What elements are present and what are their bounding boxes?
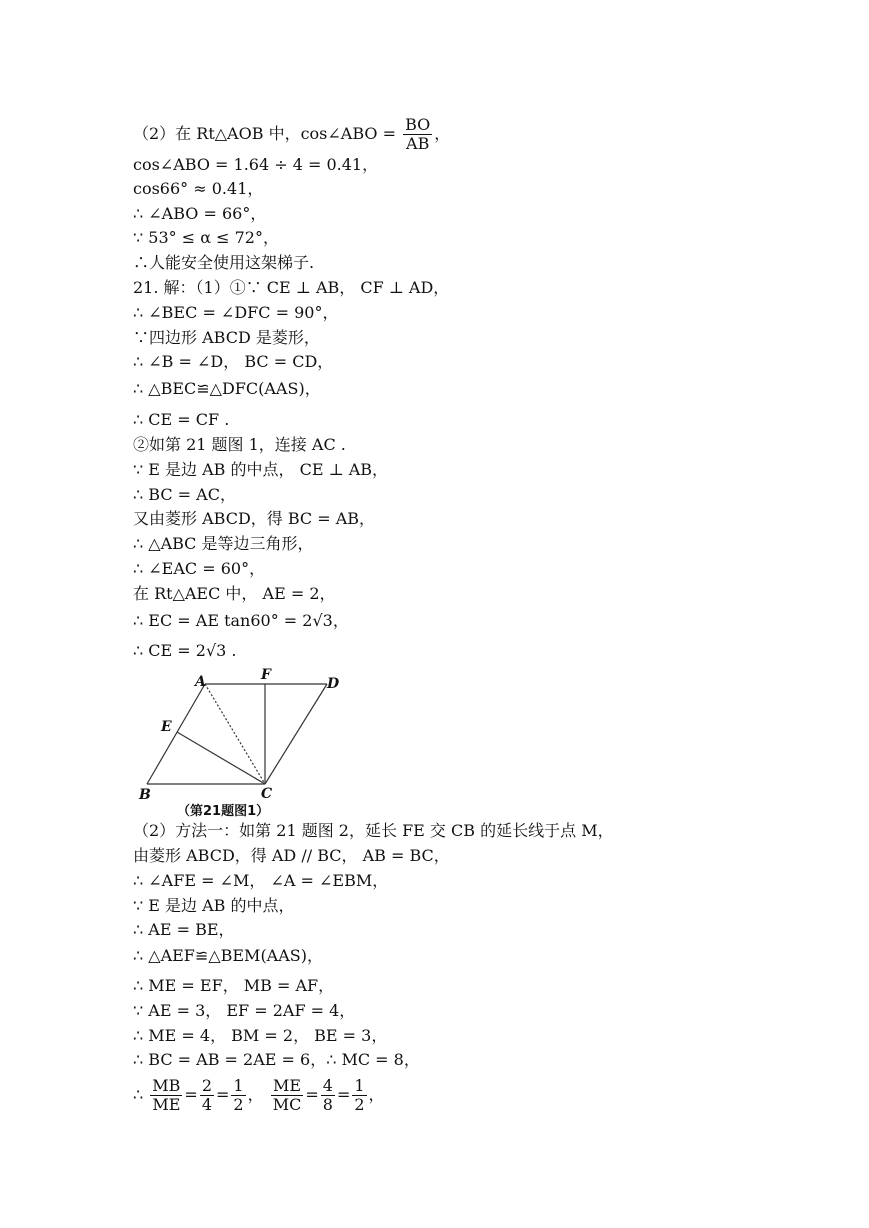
segment-ce [177,732,265,784]
text-line [133,976,334,996]
text-line [133,435,346,455]
label-e: E [161,719,172,735]
line-text: ∴ △BEC≌△DFC(AAS)， [133,379,321,398]
line-text: ∴ ME = 4， BM = 2， BE = 3， [133,1026,388,1045]
fraction-mb-me [150,1077,182,1114]
label-c: C [261,786,273,802]
line-text: ∴ BC = AC， [133,485,236,504]
edge-ab [147,684,205,784]
text-line [133,228,279,248]
text-line [133,116,450,153]
text-line-fractions [133,1075,385,1115]
fraction-denominator: AB [406,134,430,153]
text-line [133,253,314,273]
text-line [133,204,266,224]
equals-sign: = [305,1085,319,1104]
punctuation: ， [368,1085,385,1104]
therefore-symbol: ∴ [133,1085,144,1104]
line-text: （2）方法一：如第 21 题图 2，延长 FE 交 CB 的延长线于点 M， [133,821,614,840]
line-text: cos∠ABO = 1.64 ÷ 4 = 0.41， [133,155,379,174]
line-text: ∴人能安全使用这架梯子. [133,253,315,272]
fraction-denominator: ME [152,1095,181,1114]
text-line [133,1026,387,1046]
line-text: （2）在 Rt△AOB 中，cos∠ABO = [133,124,396,143]
fraction-numerator: 1 [233,1076,244,1095]
text-line [133,584,336,604]
equals-sign: = [336,1085,351,1104]
fraction-denominator: 4 [201,1095,213,1114]
text-line [133,1001,355,1021]
text-line [133,871,388,891]
line-text: ∴ CE = 2√3 . [133,641,237,660]
fraction-denominator: 2 [233,1095,244,1114]
text-line [133,534,314,554]
label-f: F [261,667,271,683]
line-text: cos66° ≈ 0.41， [133,179,264,198]
line-text: ∵ AE = 3， EF = 2AF = 4， [133,1001,356,1020]
fraction-2-4 [200,1077,214,1114]
label-b: B [139,787,151,803]
text-line [133,611,349,631]
text-line [133,641,237,661]
line-text: ∴ AE = BE， [133,920,235,939]
line-text: ∴ ∠B = ∠D， BC = CD， [133,352,334,371]
fraction-numerator: MB [152,1076,181,1095]
line-text: ∴ ∠ABO = 66°， [133,204,267,223]
line-text: 又由菱形 ABCD，得 BC = AB， [133,509,376,528]
punctuation: ， [247,1085,264,1104]
line-text: 由菱形 ABCD，得 AD // BC， AB = BC， [133,846,450,865]
edge-cd [265,684,327,784]
line-text: ∴ △AEF≌△BEM(AAS)， [133,946,323,965]
line-text: 21. 解：（1）①∵ CE ⊥ AB， CF ⊥ AD， [133,278,450,297]
line-text: ∵ 53° ≤ α ≤ 72°， [133,228,279,247]
line-text: ∴ ME = EF， MB = AF， [133,976,335,995]
text-line [133,509,375,529]
fraction-1-2-b [352,1077,366,1114]
text-line [133,896,295,916]
line-text: ∵四边形 ABCD 是菱形， [133,328,320,347]
figure-caption: （第21题图1） [177,804,270,819]
fraction-me-mc [271,1077,304,1114]
fraction-denominator: MC [272,1095,302,1114]
line-text: ∴ BC = AB = 2AE = 6，∴ MC = 8， [133,1050,420,1069]
text-line [133,155,378,175]
text-line [133,1050,420,1070]
fraction-4-8 [321,1077,335,1114]
fraction-denominator: 8 [322,1095,333,1114]
text-line [133,278,449,298]
line-text: ∴ CE = CF . [133,410,230,429]
label-d: D [327,676,340,692]
fraction-1-2 [231,1077,245,1114]
text-line [133,179,263,199]
line-text: ∴ ∠EAC = 60°， [133,559,266,578]
text-line [133,821,614,841]
text-line [133,559,265,579]
line-text: ∴ ∠BEC = ∠DFC = 90°， [133,303,339,322]
fraction-denominator: 2 [354,1095,365,1114]
line-text: 在 Rt△AEC 中， AE = 2， [133,584,336,603]
fraction-numerator: 2 [201,1076,213,1095]
text-line [133,946,323,966]
text-line [133,846,450,866]
text-line [133,303,338,323]
text-line [133,410,229,430]
fraction-numerator: ME [271,1077,304,1096]
line-text: ∴ △ABC 是等边三角形， [133,534,314,553]
text-line [133,352,333,372]
line-text: ∴ EC = AE tan60° = 2√3， [133,611,349,630]
label-a: A [195,674,206,690]
equals-sign: = [184,1085,198,1104]
line-text: ∵ E 是边 AB 的中点， [133,896,295,915]
equals-sign: = [216,1085,230,1104]
text-line [133,485,236,505]
line-text: ②如第 21 题图 1，连接 AC . [133,435,346,454]
text-line [133,920,235,940]
text-line [133,328,320,348]
line-text: ∵ E 是边 AB 的中点， CE ⊥ AB， [133,460,389,479]
line-text: ∴ ∠AFE = ∠M， ∠A = ∠EBM， [133,871,389,890]
fraction-numerator: 1 [354,1076,365,1095]
text-line [133,460,388,480]
fraction-numerator: BO [405,115,431,134]
fraction-numerator: 4 [322,1076,333,1095]
segment-ac-dashed [205,684,265,784]
punctuation: ， [434,124,451,143]
geometry-figure-rhombus [133,664,373,824]
text-line [133,379,321,399]
fraction-bo-ab [403,116,432,153]
